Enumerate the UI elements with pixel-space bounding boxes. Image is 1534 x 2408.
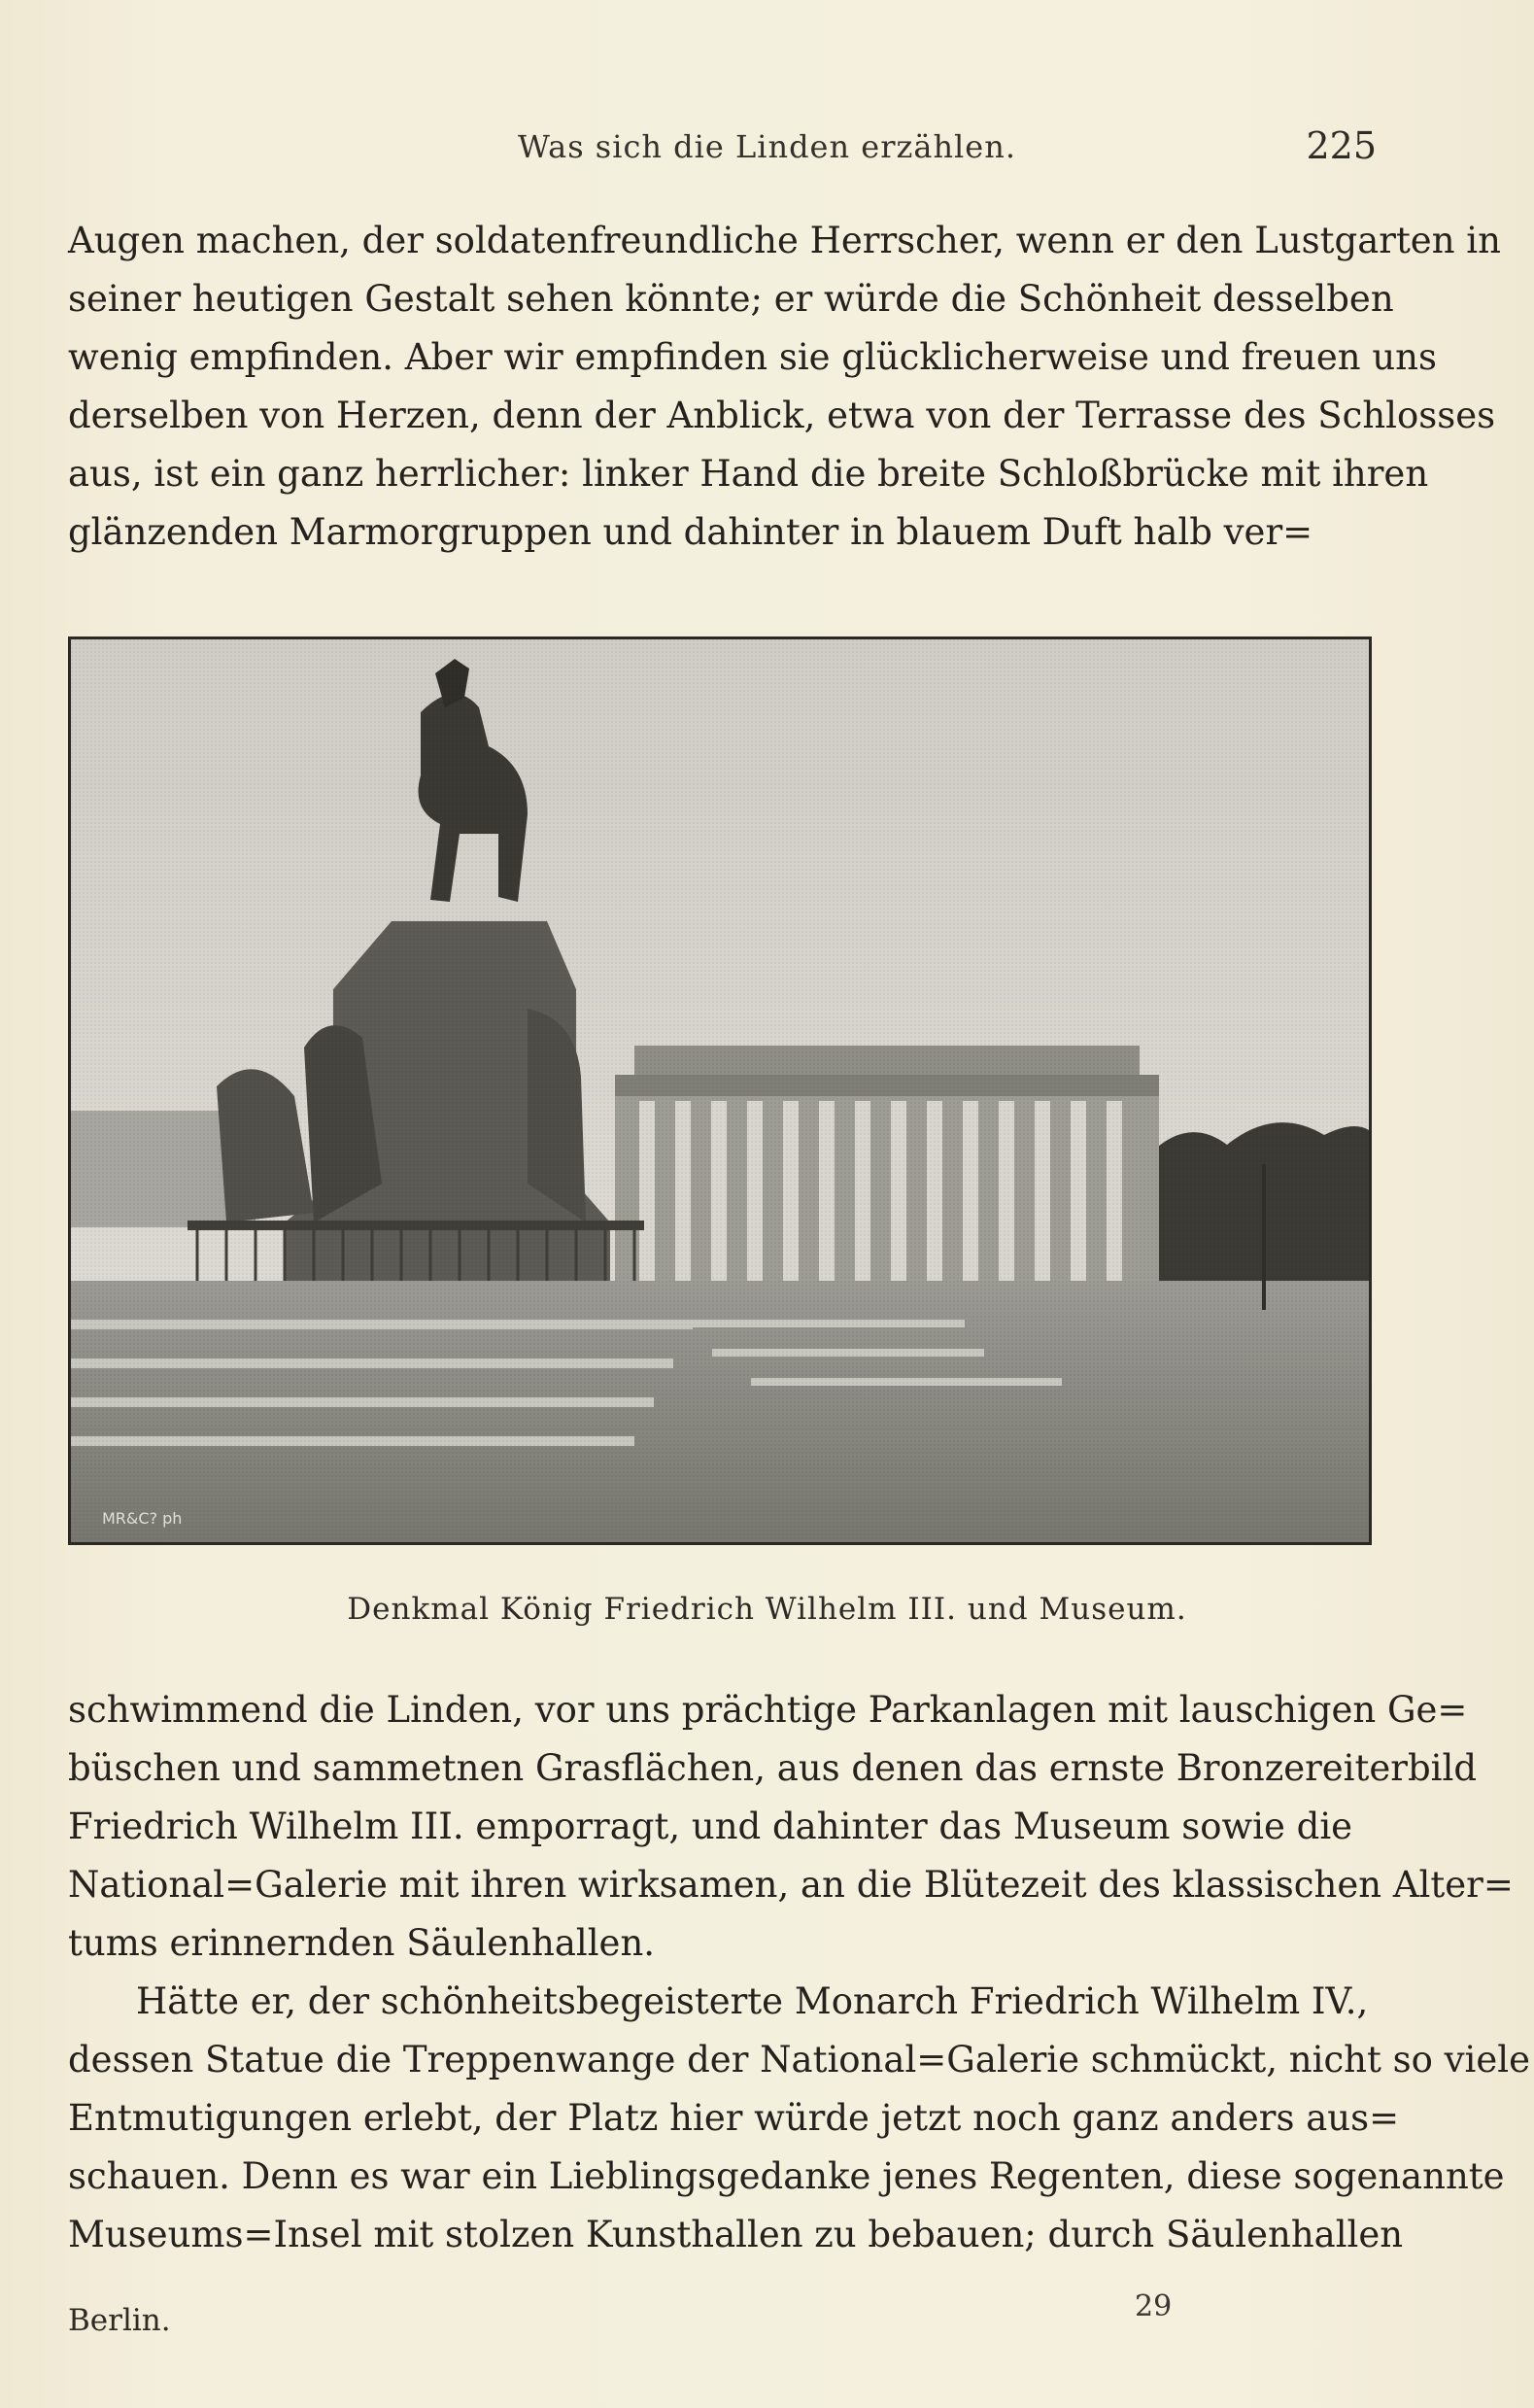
running-head: [0, 124, 1534, 173]
text-line: wenig empfinden. Aber wir empfinden sie glücklicherweise und freuen uns: [68, 336, 1437, 378]
engraver-mark: MR&C? ph: [102, 1509, 183, 1528]
text-line: derselben von Herzen, denn der Anblick, etwa von der Terrasse des Schlosses: [68, 395, 1496, 436]
paragraph-bottom: [68, 1681, 1531, 2264]
monument-museum-picture: [71, 639, 1369, 1542]
monument-illustration: [68, 636, 1372, 1545]
sheet-number: 29: [1135, 2289, 1173, 2323]
text-line: Museums=Insel mit stolzen Kunsthallen zu bebauen; durch Säulenhallen: [68, 2214, 1404, 2255]
text-line: Friedrich Wilhelm III. emporragt, und dahinter das Museum sowie die: [68, 1806, 1353, 1847]
paragraph-top: [68, 212, 1501, 562]
running-title: Was sich die Linden erzählen.: [518, 128, 1016, 165]
text-line: schauen. Denn es war ein Lieblingsgedanke jenes Regenten, diese sogenannte: [68, 2155, 1505, 2197]
text-line: tums erinnernden Säulenhallen.: [68, 1922, 656, 1964]
page-number: 225: [1306, 124, 1377, 167]
text-line: aus, ist ein ganz herrlicher: linker Hand die breite Schloßbrücke mit ihren: [68, 453, 1429, 495]
text-line: büschen und sammetnen Grasflächen, aus denen das ernste Bronzereiterbild: [68, 1747, 1478, 1789]
text-line: seiner heutigen Gestalt sehen könnte; er würde die Schönheit desselben: [68, 278, 1394, 320]
text-line: dessen Statue die Treppenwange der National=Galerie schmückt, nicht so viele: [68, 2039, 1531, 2081]
text-line: Augen machen, der soldatenfreundliche Herrscher, wenn er den Lustgarten in: [68, 220, 1501, 261]
text-line: glänzenden Marmorgruppen und dahinter in blauem Duft halb ver=: [68, 511, 1313, 553]
figure-caption: Denkmal König Friedrich Wilhelm III. und Museum.: [347, 1592, 1187, 1627]
illustration-frame: [68, 636, 1372, 1545]
text-line: schwimmend die Linden, vor uns prächtige Parkanlagen mit lauschigen Ge=: [68, 1689, 1468, 1731]
signature-mark: Berlin.: [68, 2303, 171, 2338]
text-line: Hätte er, der schönheitsbegeisterte Monarch Friedrich Wilhelm IV.,: [136, 1980, 1369, 2022]
text-line: Entmutigungen erlebt, der Platz hier würde jetzt noch ganz anders aus=: [68, 2097, 1400, 2139]
text-line: National=Galerie mit ihren wirksamen, an die Blütezeit des klassischen Alter=: [68, 1864, 1514, 1906]
